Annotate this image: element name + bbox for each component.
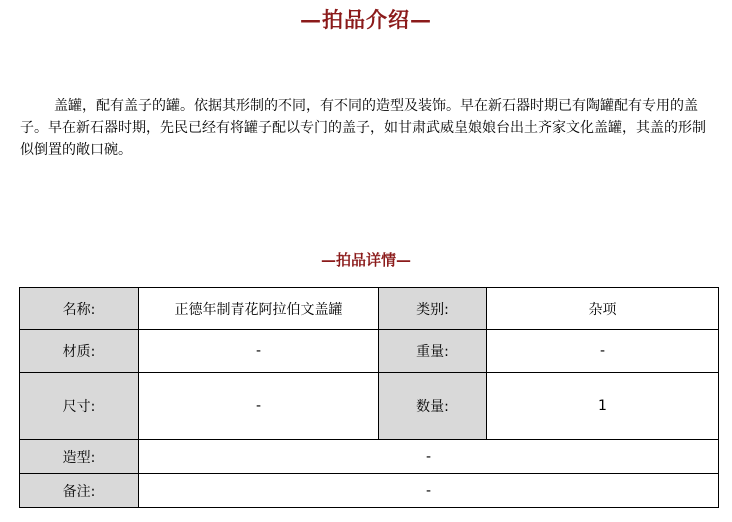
- material-label: 材质:: [20, 330, 139, 373]
- category-value: 杂项: [487, 288, 719, 330]
- remark-label: 备注:: [20, 474, 139, 508]
- weight-label: 重量:: [379, 330, 487, 373]
- table-row: [20, 330, 719, 373]
- remark-value: -: [139, 474, 719, 508]
- quantity-label: 数量:: [379, 373, 487, 440]
- quantity-value: 1: [487, 373, 719, 440]
- table-row: [20, 373, 719, 440]
- size-label: 尺寸:: [20, 373, 139, 440]
- details-title: —拍品详情—: [320, 251, 411, 269]
- table-row: [20, 474, 719, 508]
- weight-value: -: [487, 330, 719, 373]
- name-label: 名称:: [20, 288, 139, 330]
- table-row: [20, 440, 719, 474]
- shape-value: -: [139, 440, 719, 474]
- size-value: -: [139, 373, 379, 440]
- category-label: 类别:: [379, 288, 487, 330]
- details-table: [19, 287, 719, 508]
- shape-label: 造型:: [20, 440, 139, 474]
- intro-paragraph: 盖罐，配有盖子的罐。依据其形制的不同，有不同的造型及装饰。早在新石器时期已有陶罐配有专用的盖子。早在新石器时期，先民已经有将罐子配以专门的盖子，如甘肃武威皇娘娘台出土齐家文化盖罐，其盖的形制似倒置的敞口碗。: [20, 98, 706, 158]
- table-row: [20, 288, 719, 330]
- intro-title: —拍品介绍—: [300, 7, 432, 32]
- material-value: -: [139, 330, 379, 373]
- name-value: 正德年制青花阿拉伯文盖罐: [139, 288, 379, 330]
